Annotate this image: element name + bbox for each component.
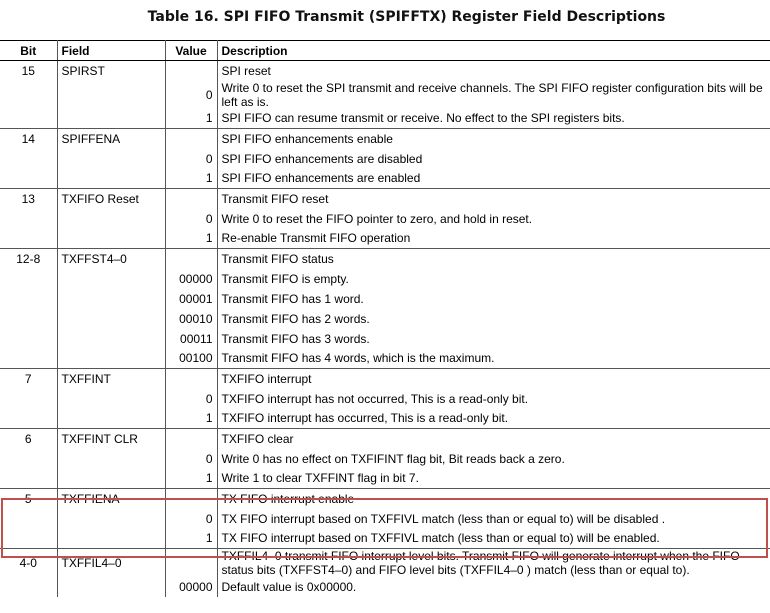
table-row-highlighted	[0, 489, 770, 509]
description-cell: SPI FIFO enhancements are enabled	[221, 171, 421, 186]
table-row	[0, 81, 770, 109]
column-header-bit: Bit	[0, 41, 57, 61]
field-cell	[57, 169, 165, 189]
value-cell	[165, 369, 217, 389]
value-cell: 1	[165, 529, 217, 549]
description-cell: TXFIFO interrupt has occurred, This is a read-only bit.	[221, 411, 509, 426]
description-cell: SPI reset	[217, 61, 770, 81]
field-cell	[57, 329, 165, 349]
bit-cell	[0, 449, 57, 469]
table-row	[0, 309, 770, 329]
field-cell: SPIFFENA	[57, 129, 165, 149]
value-cell: 00010	[165, 309, 217, 329]
value-cell	[165, 489, 217, 509]
value-cell: 1	[165, 229, 217, 249]
value-cell: 0	[165, 389, 217, 409]
description-cell: Transmit FIFO has 3 words.	[221, 331, 370, 346]
description-cell: TXFIFO interrupt	[217, 369, 770, 389]
value-cell: 1	[165, 409, 217, 429]
table-row	[0, 469, 770, 489]
value-cell	[165, 249, 217, 269]
value-cell: 0	[165, 449, 217, 469]
field-cell	[57, 269, 165, 289]
page-title: Table 16. SPI FIFO Transmit (SPIFFTX) Register Field Descriptions	[147, 9, 666, 25]
value-cell: 00100	[165, 349, 217, 369]
table-row	[0, 577, 770, 597]
bit-cell	[0, 81, 57, 109]
value-cell: 0	[165, 509, 217, 529]
table-header-row	[0, 41, 770, 61]
description-cell: Transmit FIFO reset	[217, 189, 770, 209]
field-cell	[57, 289, 165, 309]
field-cell	[57, 409, 165, 429]
table-row	[0, 129, 770, 149]
table-row	[0, 329, 770, 349]
bit-cell	[0, 509, 57, 529]
value-cell: 1	[165, 169, 217, 189]
field-cell	[57, 309, 165, 329]
table-row	[0, 389, 770, 409]
bit-cell	[0, 349, 57, 369]
description-cell: Transmit FIFO status	[217, 249, 770, 269]
value-cell: 00000	[165, 577, 217, 597]
value-cell: 0	[165, 149, 217, 169]
value-cell: 0	[165, 81, 217, 109]
description-cell: Transmit FIFO has 4 words, which is the maximum.	[221, 351, 495, 366]
description-cell: Transmit FIFO is empty.	[221, 271, 349, 286]
table-row	[0, 549, 770, 578]
table-row	[0, 229, 770, 249]
description-cell: Write 1 to clear TXFFINT flag in bit 7.	[221, 471, 419, 486]
value-cell	[165, 129, 217, 149]
bit-cell	[0, 389, 57, 409]
table-row	[0, 249, 770, 269]
bit-cell: 6	[0, 429, 57, 449]
field-cell	[57, 229, 165, 249]
value-cell: 00011	[165, 329, 217, 349]
table-row	[0, 189, 770, 209]
bit-cell	[0, 529, 57, 549]
table-row	[0, 449, 770, 469]
bit-cell	[0, 209, 57, 229]
bit-cell: 12-8	[0, 249, 57, 269]
bit-cell	[0, 577, 57, 597]
column-header-value: Value	[165, 41, 217, 61]
table-row	[0, 61, 770, 81]
value-cell	[165, 549, 217, 578]
table-row	[0, 269, 770, 289]
table-row	[0, 109, 770, 129]
description-cell: SPI FIFO enhancements enable	[217, 129, 770, 149]
bit-cell: 5	[0, 489, 57, 509]
value-cell: 1	[165, 109, 217, 129]
table-row	[0, 369, 770, 389]
field-cell: TXFFIL4–0	[57, 549, 165, 578]
field-cell	[57, 81, 165, 109]
table-row-highlighted	[0, 529, 770, 549]
bit-cell: 13	[0, 189, 57, 209]
table-row	[0, 349, 770, 369]
bit-cell	[0, 269, 57, 289]
register-field-table	[0, 40, 770, 597]
column-header-field: Field	[57, 41, 165, 61]
bit-cell	[0, 309, 57, 329]
bit-cell	[0, 149, 57, 169]
description-cell: SPI FIFO can resume transmit or receive. No effect to the SPI registers bits.	[221, 111, 625, 126]
bit-cell	[0, 229, 57, 249]
table-row	[0, 429, 770, 449]
description-cell: Write 0 to reset the FIFO pointer to zero, and hold in reset.	[221, 211, 533, 226]
field-cell: TXFIFO Reset	[57, 189, 165, 209]
bit-cell	[0, 329, 57, 349]
table-row	[0, 409, 770, 429]
bit-cell	[0, 409, 57, 429]
bit-cell: 7	[0, 369, 57, 389]
bit-cell	[0, 169, 57, 189]
description-cell: TXFIFO interrupt has not occurred, This is a read-only bit.	[221, 391, 529, 406]
field-cell	[57, 109, 165, 129]
value-cell: 0	[165, 209, 217, 229]
value-cell: 00000	[165, 269, 217, 289]
value-cell	[165, 429, 217, 449]
value-cell	[165, 61, 217, 81]
field-cell: TXFFST4–0	[57, 249, 165, 269]
column-header-description: Description	[217, 41, 770, 61]
description-cell: Write 0 to reset the SPI transmit and receive channels. The SPI FIFO register configuration bits will be left as is.	[221, 80, 763, 109]
description-cell: TXFIFO clear	[217, 429, 770, 449]
table-row-highlighted	[0, 509, 770, 529]
description-cell: TX FIFO interrupt based on TXFFIVL match (less than or equal to) will be disabled .	[217, 509, 770, 529]
bit-cell: 4-0	[0, 549, 57, 578]
description-cell: Default value is 0x00000.	[221, 580, 357, 594]
field-cell	[57, 149, 165, 169]
field-cell: SPIRST	[57, 61, 165, 81]
field-cell: TXFFIENA	[57, 489, 165, 509]
description-cell: TX FIFO interrupt based on TXFFIVL match (less than or equal to) will be enabled.	[217, 529, 770, 549]
bit-cell: 14	[0, 129, 57, 149]
description-cell: Transmit FIFO has 1 word.	[221, 291, 364, 306]
table-row	[0, 289, 770, 309]
table-row	[0, 209, 770, 229]
field-cell	[57, 529, 165, 549]
value-cell: 1	[165, 469, 217, 489]
field-cell	[57, 469, 165, 489]
description-cell: SPI FIFO enhancements are disabled	[221, 151, 423, 166]
field-cell	[57, 349, 165, 369]
field-cell	[57, 389, 165, 409]
field-cell	[57, 449, 165, 469]
field-cell: TXFFINT CLR	[57, 429, 165, 449]
field-cell	[57, 509, 165, 529]
description-cell: TXFFIL4–0 transmit FIFO interrupt level bits. Transmit FIFO will generate interrupt when the FIFO status bits (TXFFST4–0) and FIFO level bits (TXFFIL4–0 ) match (less than or equal to).	[217, 549, 770, 578]
value-cell: 00001	[165, 289, 217, 309]
value-cell	[165, 189, 217, 209]
table-row	[0, 169, 770, 189]
description-cell: TX FIFO interrupt enable	[217, 489, 770, 509]
field-cell: TXFFINT	[57, 369, 165, 389]
bit-cell	[0, 469, 57, 489]
field-cell	[57, 577, 165, 597]
field-cell	[57, 209, 165, 229]
bit-cell	[0, 109, 57, 129]
bit-cell: 15	[0, 61, 57, 81]
table-row	[0, 149, 770, 169]
bit-cell	[0, 289, 57, 309]
description-cell: Re-enable Transmit FIFO operation	[221, 231, 411, 246]
description-cell: Transmit FIFO has 2 words.	[221, 311, 370, 326]
description-cell: Write 0 has no effect on TXFIFINT flag bit, Bit reads back a zero.	[221, 451, 565, 466]
